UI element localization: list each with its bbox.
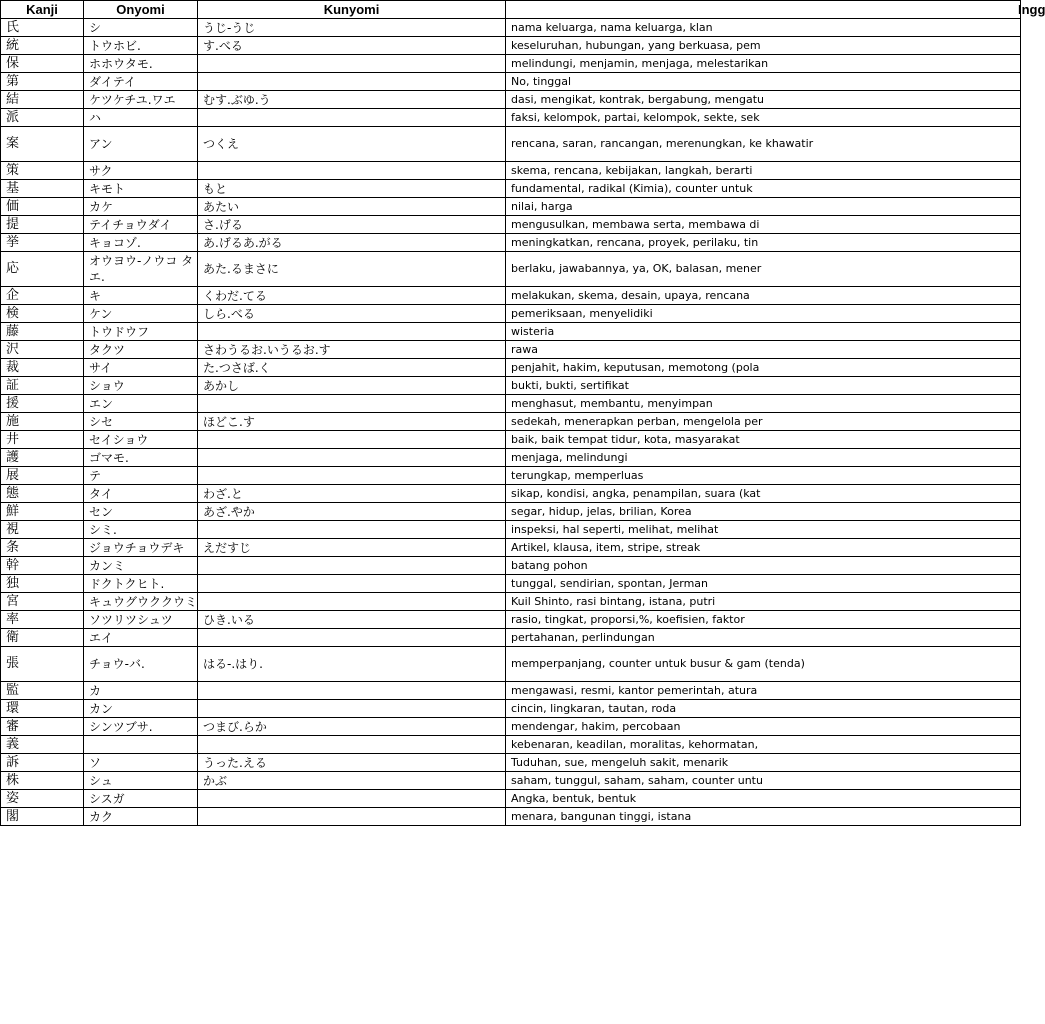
kanji-cell: 環 — [1, 700, 84, 718]
inggris-cell: menghasut, membantu, menyimpan — [506, 395, 1021, 413]
kanji-cell: 藤 — [1, 323, 84, 341]
header-inggris: Ingg — [506, 1, 1021, 19]
kunyomi-cell: しら.べる — [198, 305, 506, 323]
table-row — [1, 449, 1021, 467]
inggris-cell: dasi, mengikat, kontrak, bergabung, mengatu — [506, 91, 1021, 109]
inggris-cell: berlaku, jawabannya, ya, OK, balasan, mener — [506, 252, 1021, 287]
onyomi-cell: エン — [84, 395, 198, 413]
onyomi-cell: ハ — [84, 109, 198, 127]
kanji-cell: 幹 — [1, 557, 84, 575]
onyomi-cell: アン — [84, 127, 198, 162]
onyomi-cell: ゴマモ. — [84, 449, 198, 467]
inggris-cell: skema, rencana, kebijakan, langkah, berarti — [506, 162, 1021, 180]
kunyomi-cell: くわだ.てる — [198, 287, 506, 305]
onyomi-cell: テイチョウダイ — [84, 216, 198, 234]
onyomi-cell: カク — [84, 808, 198, 826]
kunyomi-cell — [198, 73, 506, 91]
kunyomi-cell: つまび.らか — [198, 718, 506, 736]
kunyomi-cell: あかし — [198, 377, 506, 395]
onyomi-cell: ドクトクヒト. — [84, 575, 198, 593]
kunyomi-cell — [198, 575, 506, 593]
inggris-cell: memperpanjang, counter untuk busur & gam (tenda) — [506, 647, 1021, 682]
kunyomi-cell: あざ.やか — [198, 503, 506, 521]
inggris-cell: menjaga, melindungi — [506, 449, 1021, 467]
kanji-cell: 訴 — [1, 754, 84, 772]
header-kanji: Kanji — [1, 1, 84, 19]
kunyomi-cell — [198, 629, 506, 647]
kanji-cell: 条 — [1, 539, 84, 557]
kunyomi-cell — [198, 790, 506, 808]
inggris-cell: saham, tunggul, saham, saham, counter untu — [506, 772, 1021, 790]
inggris-cell: inspeksi, hal seperti, melihat, melihat — [506, 521, 1021, 539]
table-row — [1, 341, 1021, 359]
table-row — [1, 180, 1021, 198]
onyomi-cell: サイ — [84, 359, 198, 377]
kunyomi-cell: うじ-うじ — [198, 19, 506, 37]
onyomi-cell: キ — [84, 287, 198, 305]
table-row — [1, 216, 1021, 234]
inggris-cell: tunggal, sendirian, spontan, Jerman — [506, 575, 1021, 593]
table-row — [1, 323, 1021, 341]
table-row — [1, 127, 1021, 162]
onyomi-cell: カン — [84, 700, 198, 718]
table-row — [1, 431, 1021, 449]
table-row — [1, 754, 1021, 772]
kunyomi-cell — [198, 431, 506, 449]
onyomi-cell: セイショウ — [84, 431, 198, 449]
onyomi-cell: チョウ-バ. — [84, 647, 198, 682]
table-row — [1, 198, 1021, 216]
kanji-cell: 護 — [1, 449, 84, 467]
inggris-cell: segar, hidup, jelas, brilian, Korea — [506, 503, 1021, 521]
onyomi-cell: ホホウタモ. — [84, 55, 198, 73]
kanji-cell: 衛 — [1, 629, 84, 647]
kanji-cell: 義 — [1, 736, 84, 754]
table-row — [1, 790, 1021, 808]
kanji-cell: 態 — [1, 485, 84, 503]
onyomi-cell: キモト — [84, 180, 198, 198]
onyomi-cell: ケン — [84, 305, 198, 323]
kanji-cell: 保 — [1, 55, 84, 73]
kunyomi-cell: あ.げるあ.がる — [198, 234, 506, 252]
kunyomi-cell: す.べる — [198, 37, 506, 55]
onyomi-cell: ケツケチユ.ワエ — [84, 91, 198, 109]
onyomi-cell: シセ — [84, 413, 198, 431]
kanji-cell: 基 — [1, 180, 84, 198]
table-row — [1, 611, 1021, 629]
header-row — [1, 1, 1021, 19]
kanji-cell: 結 — [1, 91, 84, 109]
inggris-cell: baik, baik tempat tidur, kota, masyarakat — [506, 431, 1021, 449]
inggris-cell: batang pohon — [506, 557, 1021, 575]
kanji-cell: 挙 — [1, 234, 84, 252]
kanji-cell: 宮 — [1, 593, 84, 611]
inggris-cell: menara, bangunan tinggi, istana — [506, 808, 1021, 826]
onyomi-cell: カンミ — [84, 557, 198, 575]
kunyomi-cell — [198, 395, 506, 413]
kunyomi-cell: もと — [198, 180, 506, 198]
onyomi-cell: カケ — [84, 198, 198, 216]
kanji-cell: 鮮 — [1, 503, 84, 521]
onyomi-cell: タイ — [84, 485, 198, 503]
kunyomi-cell: つくえ — [198, 127, 506, 162]
kanji-cell: 視 — [1, 521, 84, 539]
inggris-cell: Artikel, klausa, item, stripe, streak — [506, 539, 1021, 557]
table-row — [1, 91, 1021, 109]
kanji-cell: 閣 — [1, 808, 84, 826]
kanji-cell: 井 — [1, 431, 84, 449]
table-row — [1, 682, 1021, 700]
table-row — [1, 55, 1021, 73]
inggris-cell: pertahanan, perlindungan — [506, 629, 1021, 647]
kunyomi-cell — [198, 467, 506, 485]
table-row — [1, 485, 1021, 503]
table-row — [1, 503, 1021, 521]
table-row — [1, 467, 1021, 485]
kanji-cell: 派 — [1, 109, 84, 127]
kanji-cell: 姿 — [1, 790, 84, 808]
kunyomi-cell — [198, 557, 506, 575]
table-row — [1, 305, 1021, 323]
kanji-cell: 統 — [1, 37, 84, 55]
inggris-cell: Kuil Shinto, rasi bintang, istana, putri — [506, 593, 1021, 611]
inggris-cell: Tuduhan, sue, mengeluh sakit, menarik — [506, 754, 1021, 772]
kunyomi-cell — [198, 521, 506, 539]
onyomi-cell: シンツブサ. — [84, 718, 198, 736]
table-row — [1, 359, 1021, 377]
onyomi-cell: シスガ — [84, 790, 198, 808]
table-row — [1, 19, 1021, 37]
table-row — [1, 539, 1021, 557]
kanji-cell: 張 — [1, 647, 84, 682]
table-row — [1, 162, 1021, 180]
kunyomi-cell — [198, 700, 506, 718]
inggris-cell: mengusulkan, membawa serta, membawa di — [506, 216, 1021, 234]
kunyomi-cell — [198, 109, 506, 127]
onyomi-cell: ソ — [84, 754, 198, 772]
inggris-cell: meningkatkan, rencana, proyek, perilaku, tin — [506, 234, 1021, 252]
table-body — [1, 19, 1021, 826]
kunyomi-cell: あたい — [198, 198, 506, 216]
onyomi-cell: ジョウチョウデキ — [84, 539, 198, 557]
table-row — [1, 700, 1021, 718]
kunyomi-cell: さわうるお.いうるお.す — [198, 341, 506, 359]
kanji-cell: 監 — [1, 682, 84, 700]
inggris-cell: mengawasi, resmi, kantor pemerintah, atura — [506, 682, 1021, 700]
onyomi-cell: シュ — [84, 772, 198, 790]
onyomi-cell: エイ — [84, 629, 198, 647]
onyomi-cell: キョコゾ. — [84, 234, 198, 252]
kanji-cell: 沢 — [1, 341, 84, 359]
table-row — [1, 252, 1021, 287]
table-row — [1, 395, 1021, 413]
table-row — [1, 557, 1021, 575]
onyomi-cell: オウヨウ-ノウコ タエ. — [84, 252, 198, 287]
kanji-cell: 企 — [1, 287, 84, 305]
kanji-cell: 審 — [1, 718, 84, 736]
kanji-cell: 独 — [1, 575, 84, 593]
kanji-cell: 証 — [1, 377, 84, 395]
inggris-cell: rasio, tingkat, proporsi,%, koefisien, faktor — [506, 611, 1021, 629]
kanji-cell: 援 — [1, 395, 84, 413]
kunyomi-cell — [198, 682, 506, 700]
table-row — [1, 629, 1021, 647]
onyomi-cell: タクツ — [84, 341, 198, 359]
inggris-cell: penjahit, hakim, keputusan, memotong (pola — [506, 359, 1021, 377]
onyomi-cell: シミ. — [84, 521, 198, 539]
table-row — [1, 772, 1021, 790]
inggris-cell: mendengar, hakim, percobaan — [506, 718, 1021, 736]
table-row — [1, 593, 1021, 611]
onyomi-cell: シ — [84, 19, 198, 37]
kunyomi-cell: かぶ — [198, 772, 506, 790]
kanji-cell: 価 — [1, 198, 84, 216]
table-row — [1, 575, 1021, 593]
inggris-cell: terungkap, memperluas — [506, 467, 1021, 485]
onyomi-cell: セン — [84, 503, 198, 521]
onyomi-cell: ショウ — [84, 377, 198, 395]
kanji-cell: 裁 — [1, 359, 84, 377]
table-row — [1, 647, 1021, 682]
table-row — [1, 109, 1021, 127]
kanji-cell: 策 — [1, 162, 84, 180]
table-row — [1, 73, 1021, 91]
table-row — [1, 736, 1021, 754]
kanji-cell: 第 — [1, 73, 84, 91]
inggris-cell: fundamental, radikal (Kimia), counter untuk — [506, 180, 1021, 198]
inggris-cell: nama keluarga, nama keluarga, klan — [506, 19, 1021, 37]
table-row — [1, 413, 1021, 431]
kanji-cell: 展 — [1, 467, 84, 485]
onyomi-cell: トウドウフ — [84, 323, 198, 341]
inggris-cell: melakukan, skema, desain, upaya, rencana — [506, 287, 1021, 305]
header-kunyomi: Kunyomi — [198, 1, 506, 19]
kanji-cell: 株 — [1, 772, 84, 790]
kunyomi-cell — [198, 323, 506, 341]
kunyomi-cell: えだすじ — [198, 539, 506, 557]
inggris-cell: rencana, saran, rancangan, merenungkan, ke khawatir — [506, 127, 1021, 162]
kunyomi-cell: はる-.はり. — [198, 647, 506, 682]
table-row — [1, 287, 1021, 305]
table-row — [1, 521, 1021, 539]
kunyomi-cell: うった.える — [198, 754, 506, 772]
kunyomi-cell — [198, 808, 506, 826]
header-onyomi: Onyomi — [84, 1, 198, 19]
inggris-cell: melindungi, menjamin, menjaga, melestarikan — [506, 55, 1021, 73]
kunyomi-cell: ほどこ.す — [198, 413, 506, 431]
inggris-cell: kebenaran, keadilan, moralitas, kehormatan, — [506, 736, 1021, 754]
inggris-cell: Angka, bentuk, bentuk — [506, 790, 1021, 808]
kanji-cell: 提 — [1, 216, 84, 234]
kunyomi-cell — [198, 736, 506, 754]
onyomi-cell: キュウグウククウミ — [84, 593, 198, 611]
table-row — [1, 808, 1021, 826]
kanji-cell: 案 — [1, 127, 84, 162]
table-row — [1, 234, 1021, 252]
inggris-cell: No, tinggal — [506, 73, 1021, 91]
onyomi-cell: ソツリツシュツ — [84, 611, 198, 629]
kunyomi-cell — [198, 593, 506, 611]
kunyomi-cell: むす.ぶゆ.う — [198, 91, 506, 109]
inggris-cell: rawa — [506, 341, 1021, 359]
inggris-cell: sikap, kondisi, angka, penampilan, suara (kat — [506, 485, 1021, 503]
kanji-cell: 率 — [1, 611, 84, 629]
kunyomi-cell — [198, 449, 506, 467]
kunyomi-cell — [198, 55, 506, 73]
kunyomi-cell: さ.げる — [198, 216, 506, 234]
onyomi-cell: ダイテイ — [84, 73, 198, 91]
kunyomi-cell: わざ.と — [198, 485, 506, 503]
kanji-cell: 氏 — [1, 19, 84, 37]
onyomi-cell: テ — [84, 467, 198, 485]
table-row — [1, 718, 1021, 736]
inggris-cell: wisteria — [506, 323, 1021, 341]
kunyomi-cell: た.つさば.く — [198, 359, 506, 377]
inggris-cell: faksi, kelompok, partai, kelompok, sekte, sek — [506, 109, 1021, 127]
inggris-cell: cincin, lingkaran, tautan, roda — [506, 700, 1021, 718]
table-row — [1, 377, 1021, 395]
onyomi-cell: カ — [84, 682, 198, 700]
inggris-cell: nilai, harga — [506, 198, 1021, 216]
kunyomi-cell: あた.るまさに — [198, 252, 506, 287]
kunyomi-cell: ひき.いる — [198, 611, 506, 629]
onyomi-cell: トウホビ. — [84, 37, 198, 55]
inggris-cell: pemeriksaan, menyelidiki — [506, 305, 1021, 323]
onyomi-cell: サク — [84, 162, 198, 180]
kanji-cell: 検 — [1, 305, 84, 323]
kanji-cell: 施 — [1, 413, 84, 431]
inggris-cell: bukti, bukti, sertifikat — [506, 377, 1021, 395]
table-row — [1, 37, 1021, 55]
inggris-cell: sedekah, menerapkan perban, mengelola per — [506, 413, 1021, 431]
inggris-cell: keseluruhan, hubungan, yang berkuasa, pem — [506, 37, 1021, 55]
onyomi-cell — [84, 736, 198, 754]
kunyomi-cell — [198, 162, 506, 180]
kanji-cell: 応 — [1, 252, 84, 287]
